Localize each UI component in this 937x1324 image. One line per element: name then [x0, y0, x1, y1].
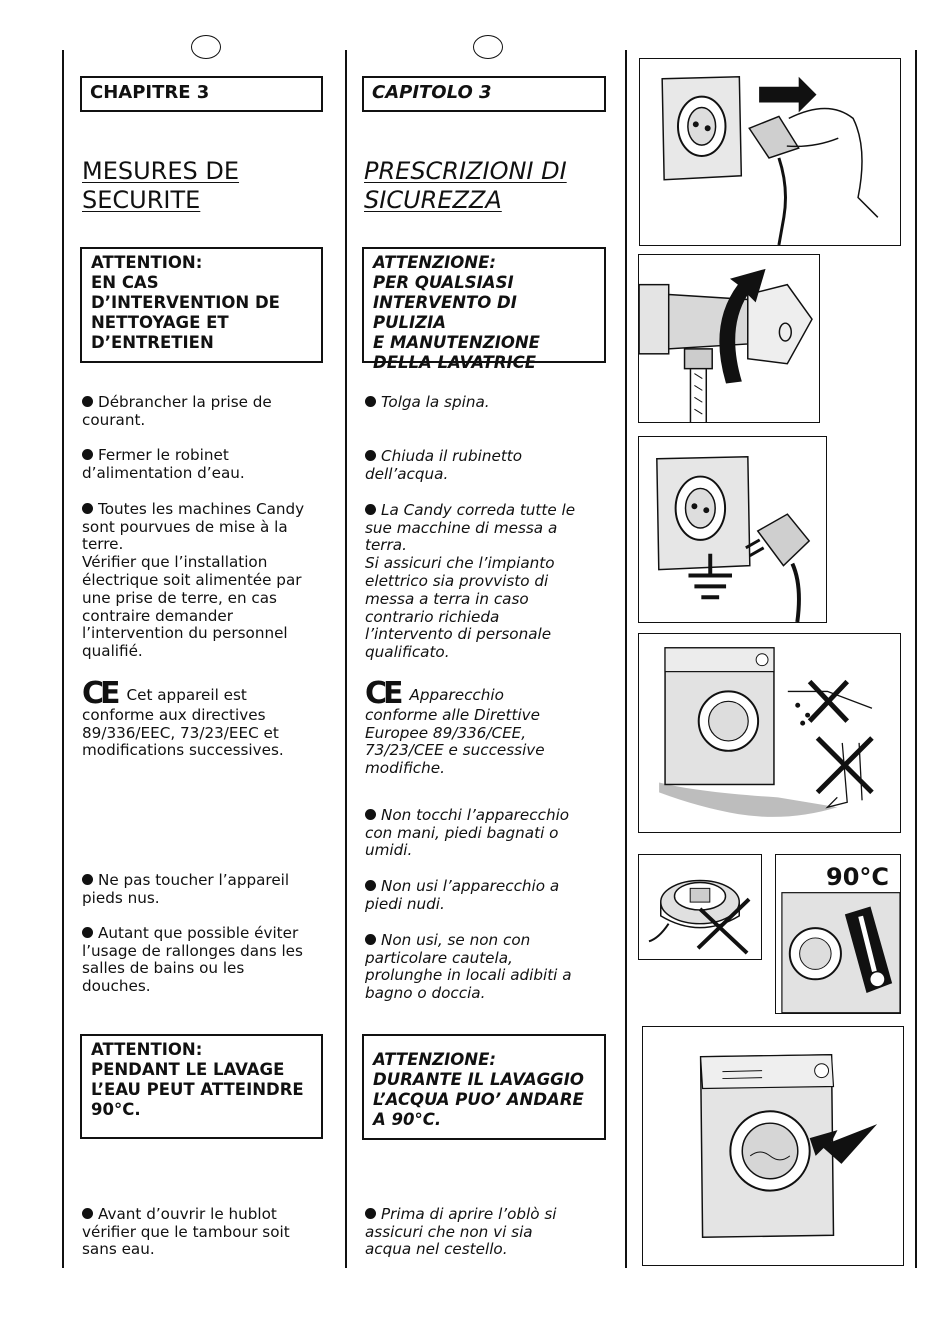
bullet-icon [82, 396, 93, 407]
bullet-icon [82, 927, 93, 938]
illustration-extension-reel [638, 854, 762, 960]
instruction-close-tap-it: Chiuda il rubinetto dell’acqua. [365, 446, 523, 483]
illustration-earthing [638, 436, 827, 623]
ce-mark-icon: CE [365, 675, 400, 711]
section-title-it-line2: SICUREZZA [364, 186, 502, 214]
instruction-wet-hands-it: Non tocchi l’apparecchio con mani, piedi bagnati o umidi. [365, 805, 570, 860]
warning-box-hot-water-it: ATTENZIONE: DURANTE IL LAVAGGIO L’ACQUA PUO’ ANDARE A 90°C. [362, 1034, 606, 1140]
bullet-icon [82, 874, 93, 885]
no-extension-reel-icon [639, 855, 761, 959]
section-title-fr-line2: SECURITE [82, 186, 201, 214]
bullet-icon [365, 1208, 376, 1219]
illustration-tap [638, 254, 820, 423]
instruction-extensions-fr: Autant que possible éviter l’usage de rallonges dans les salles de bains ou les douches. [82, 923, 303, 996]
chapter-heading-it: CAPITOLO 3 [362, 76, 606, 112]
instruction-earthing-it: La Candy correda tutte le sue macchine di messa a terra. Si assicuri che l’impianto elettrico sia provvisto di messa a terra in caso contrario richieda l’intervento di personale qualificato. [365, 500, 576, 662]
instruction-unplug-it: Tolga la spina. [365, 376, 490, 412]
bullet-icon [365, 504, 376, 515]
page-edge-line [915, 50, 917, 1268]
warning-box-maintenance-it: ATTENZIONE: PER QUALSIASI INTERVENTO DI PULIZIA E MANUTENZIONE DELLA LAVATRICE [362, 247, 606, 363]
column-divider-right [625, 50, 627, 1268]
no-wet-feet-icon [639, 634, 900, 832]
bullet-icon [365, 934, 376, 945]
column-divider-left [62, 50, 64, 1268]
illustration-unplug [639, 58, 901, 246]
illustration-wet-feet [638, 633, 901, 833]
section-title-it-line1: PRESCRIZIONI DI [364, 157, 567, 185]
washing-machine-icon [643, 1027, 903, 1265]
instruction-barefoot-fr: Ne pas toucher l’appareil pieds nus. [82, 870, 290, 907]
section-title-fr [82, 157, 239, 215]
chapter-heading-fr: CHAPITRE 3 [80, 76, 323, 112]
wall-socket-unplug-icon [640, 59, 900, 245]
temperature-label: 90°C [826, 863, 890, 891]
column-divider-middle [345, 50, 347, 1268]
ce-compliance-fr: CE Cet appareil est conforme aux directives 89/336/EEC, 73/23/EEC et modifications successives. [82, 675, 284, 760]
section-title-fr-line1: MESURES DE [82, 157, 240, 185]
bullet-icon [365, 396, 376, 407]
instruction-door-fr: Avant d’ouvrir le hublot vérifier que le tambour soit sans eau. [82, 1204, 290, 1259]
language-marker-fr [191, 35, 221, 59]
instruction-unplug-fr: Débrancher la prise de courant. [82, 392, 272, 429]
water-tap-icon [639, 255, 819, 422]
instruction-door-it: Prima di aprire l’oblò si assicuri che non vi sia acqua nel cestello. [365, 1204, 557, 1259]
bullet-icon [365, 880, 376, 891]
ce-compliance-it: CE Apparecchio conforme alle Direttive Europee 89/336/CEE, 73/23/CEE e successive modifiche. [365, 675, 545, 778]
section-title-it [364, 157, 567, 215]
instruction-barefoot-it: Non usi l’apparecchio a piedi nudi. [365, 876, 560, 913]
instruction-close-tap-fr: Fermer le robinet d’alimentation d’eau. [82, 445, 245, 482]
warning-box-hot-water-fr: ATTENTION: PENDANT LE LAVAGE L’EAU PEUT ATTEINDRE 90°C. [80, 1034, 323, 1139]
instruction-extensions-it: Non usi, se non con particolare cautela, prolunghe in locali adibiti a bagno o doccia. [365, 930, 572, 1003]
illustration-washing-machine [642, 1026, 904, 1266]
bullet-icon [365, 450, 376, 461]
illustration-hot-water [775, 854, 901, 1014]
earth-ground-icon [639, 437, 826, 622]
bullet-icon [82, 503, 93, 514]
language-marker-it [473, 35, 503, 59]
bullet-icon [82, 1208, 93, 1219]
bullet-icon [365, 809, 376, 820]
bullet-icon [82, 449, 93, 460]
ce-mark-icon: CE [82, 675, 117, 711]
warning-box-maintenance-fr: ATTENTION: EN CAS D’INTERVENTION DE NETTOYAGE ET D’ENTRETIEN [80, 247, 323, 363]
instruction-earthing-fr: Toutes les machines Candy sont pourvues de mise à la terre. Vérifier que l’installation électrique soit alimentée par une prise de terre, en cas contraire demander l’intervention du personnel qualifié. [82, 499, 305, 661]
